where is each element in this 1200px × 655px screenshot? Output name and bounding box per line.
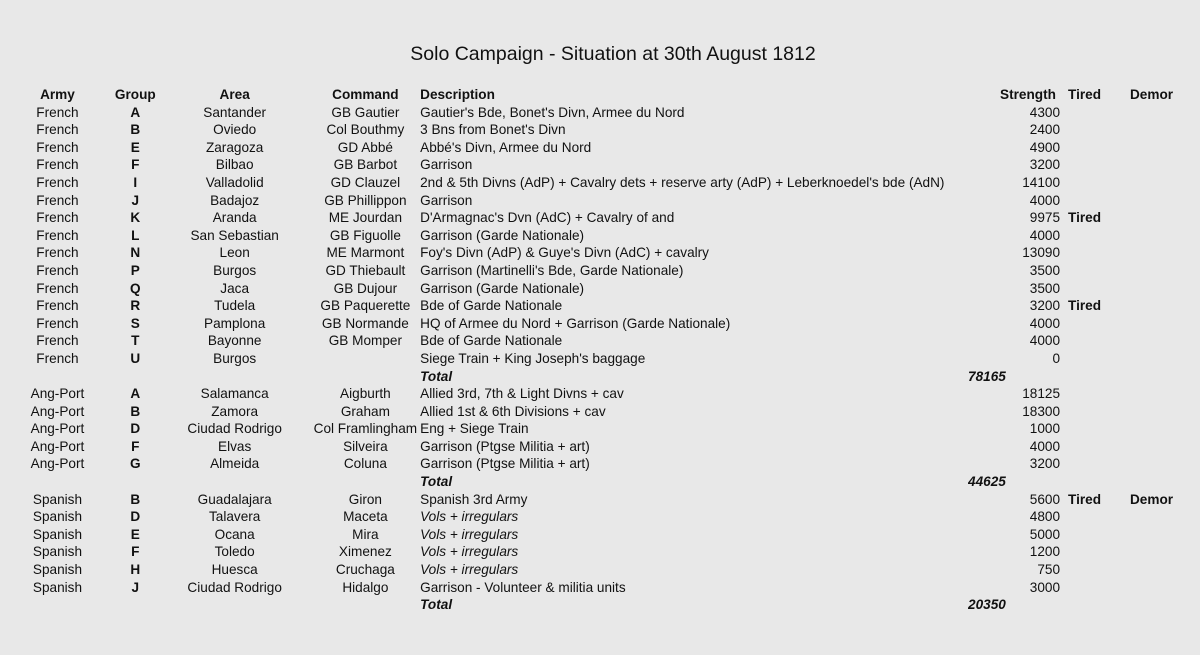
cell-demor — [1128, 315, 1200, 333]
table-row — [0, 491, 1200, 509]
cell-command: Silveira — [343, 438, 388, 454]
cell-demor — [1128, 104, 1200, 122]
table-row — [0, 297, 1200, 315]
cell-area: Pamplona — [204, 315, 266, 331]
cell-strength: 5600 — [1029, 491, 1061, 507]
cell-tired — [1060, 332, 1128, 350]
cell-tired — [1060, 227, 1128, 245]
cell-area: Burgos — [213, 262, 257, 278]
cell-command: GD Thiebault — [325, 262, 406, 278]
header-row — [0, 86, 1200, 104]
cell-demor — [1128, 350, 1200, 368]
cell-description: Total — [420, 368, 453, 384]
cell-command: GD Clauzel — [330, 174, 401, 190]
cell-group: E — [130, 139, 140, 155]
cell-group: A — [130, 386, 141, 402]
cell-strength: 4900 — [1029, 139, 1061, 155]
cell-tired — [1060, 315, 1128, 333]
cell-description: Total — [420, 474, 453, 490]
cell-army: Spanish — [32, 509, 83, 525]
cell-command: Hidalgo — [342, 579, 389, 595]
cell-command: Coluna — [343, 456, 387, 472]
cell-command: Col Bouthmy — [326, 122, 405, 138]
cell-command: GB Phillippon — [324, 192, 407, 208]
cell-demor — [1128, 455, 1200, 473]
cell-group: D — [130, 421, 141, 437]
cell-description: Spanish 3rd Army — [420, 491, 528, 507]
cell-army: French — [36, 210, 79, 226]
cell-army: Spanish — [32, 544, 83, 560]
table-row — [0, 543, 1200, 561]
table-row — [0, 561, 1200, 579]
cell-group: F — [131, 544, 140, 560]
cell-army: French — [36, 262, 79, 278]
cell-command: Graham — [340, 403, 390, 419]
table-row — [0, 280, 1200, 298]
cell-army: French — [36, 245, 79, 261]
table-row — [0, 156, 1200, 174]
header-command: Command — [332, 87, 399, 102]
cell-command: Maceta — [343, 509, 388, 525]
cell-demor — [1128, 156, 1200, 174]
cell-description: D'Armagnac's Dvn (AdC) + Cavalry of and — [420, 210, 675, 226]
cell-army: French — [36, 122, 79, 138]
cell-strength: 78165 — [968, 368, 1006, 384]
cell-description: Garrison (Ptgse Militia + art) — [420, 438, 590, 454]
cell-area: Guadalajara — [197, 491, 272, 507]
cell-demor — [1128, 332, 1200, 350]
cell-demor — [1128, 526, 1200, 544]
cell-strength: 9975 — [1029, 210, 1061, 226]
cell-group: F — [131, 438, 140, 454]
cell-tired — [1060, 526, 1128, 544]
cell-command: Mira — [352, 526, 379, 542]
cell-army: French — [36, 104, 79, 120]
cell-strength: 4800 — [1029, 509, 1061, 525]
cell-command: ME Marmont — [326, 245, 405, 261]
cell-description: Vols + irregulars — [420, 526, 519, 542]
cell-area — [156, 368, 314, 386]
table-row — [0, 174, 1200, 192]
cell-group: E — [130, 526, 140, 542]
cell-command: GD Abbé — [337, 139, 393, 155]
cell-demor — [1128, 192, 1200, 210]
cell-group: N — [130, 245, 141, 261]
cell-tired — [1060, 543, 1128, 561]
cell-description: Garrison - Volunteer & militia units — [420, 579, 626, 595]
cell-tired: Tired — [1068, 298, 1102, 314]
cell-army: French — [36, 227, 79, 243]
cell-strength: 3200 — [1029, 298, 1061, 314]
cell-description: Vols + irregulars — [420, 562, 519, 578]
cell-area: Badajoz — [210, 192, 260, 208]
cell-area: Toledo — [214, 544, 255, 560]
cell-demor — [1128, 438, 1200, 456]
cell-group: I — [133, 174, 138, 190]
cell-tired — [1060, 438, 1128, 456]
cell-command — [314, 368, 418, 386]
cell-strength: 18300 — [1022, 403, 1061, 419]
cell-army: French — [36, 139, 79, 155]
cell-strength: 3000 — [1029, 579, 1061, 595]
cell-area: Tudela — [214, 298, 256, 314]
cell-group: J — [131, 579, 140, 595]
table-row — [0, 350, 1200, 368]
cell-description: Eng + Siege Train — [420, 421, 529, 437]
cell-demor — [1128, 174, 1200, 192]
cell-group: B — [130, 122, 141, 138]
cell-demor — [1128, 368, 1200, 386]
cell-demor — [1128, 121, 1200, 139]
cell-description: Vols + irregulars — [420, 509, 519, 525]
cell-description: Gautier's Bde, Bonet's Divn, Armee du Nord — [420, 104, 685, 120]
cell-group: D — [130, 509, 141, 525]
table-row — [0, 262, 1200, 280]
cell-group: B — [130, 491, 141, 507]
cell-demor — [1128, 420, 1200, 438]
cell-army: French — [36, 333, 79, 349]
cell-strength: 20350 — [968, 597, 1006, 613]
total-row — [0, 368, 1200, 386]
cell-army: Ang-Port — [30, 386, 85, 402]
table-row — [0, 526, 1200, 544]
cell-demor — [1128, 209, 1200, 227]
cell-army: French — [36, 280, 79, 296]
table-row — [0, 139, 1200, 157]
header-strength: Strength — [1000, 87, 1056, 102]
cell-strength: 14100 — [1022, 174, 1061, 190]
cell-tired — [1060, 368, 1128, 386]
cell-description: Siege Train + King Joseph's baggage — [420, 350, 646, 366]
cell-description: Bde of Garde Nationale — [420, 298, 563, 314]
table-row — [0, 121, 1200, 139]
cell-command: GB Momper — [328, 333, 403, 349]
cell-demor — [1128, 543, 1200, 561]
cell-strength: 750 — [1037, 562, 1061, 578]
cell-description: Garrison — [420, 192, 473, 208]
cell-description: Vols + irregulars — [420, 544, 519, 560]
cell-demor — [1128, 508, 1200, 526]
cell-area: Burgos — [213, 350, 257, 366]
cell-area: Almeida — [210, 456, 260, 472]
cell-army: Spanish — [32, 579, 83, 595]
cell-command: Col Framlingham — [313, 421, 418, 437]
cell-tired — [1060, 262, 1128, 280]
cell-description: Garrison (Ptgse Militia + art) — [420, 456, 590, 472]
table-row — [0, 420, 1200, 438]
header-demor: Demor — [1129, 87, 1174, 102]
cell-army: French — [36, 192, 79, 208]
cell-demor — [1128, 262, 1200, 280]
cell-strength: 3200 — [1029, 157, 1061, 173]
cell-demor — [1128, 227, 1200, 245]
cell-group: G — [130, 456, 141, 472]
cell-description: Allied 1st & 6th Divisions + cav — [420, 403, 606, 419]
cell-army: Ang-Port — [30, 421, 85, 437]
cell-group: H — [130, 562, 141, 578]
table-row — [0, 192, 1200, 210]
cell-group: F — [131, 157, 140, 173]
cell-strength: 18125 — [1022, 386, 1061, 402]
cell-area: Leon — [219, 245, 250, 261]
cell-area: Zaragoza — [205, 139, 264, 155]
table-row — [0, 508, 1200, 526]
cell-tired — [1060, 561, 1128, 579]
cell-command — [314, 473, 418, 491]
cell-description: 2nd & 5th Divns (AdP) + Cavalry dets + reserve arty (AdP) + Leberknoedel's bde (AdN) — [420, 174, 945, 190]
cell-area: Jaca — [220, 280, 250, 296]
cell-strength: 2400 — [1029, 122, 1061, 138]
cell-area: San Sebastian — [190, 227, 279, 243]
table-row — [0, 227, 1200, 245]
cell-strength: 1200 — [1029, 544, 1061, 560]
cell-command — [314, 596, 418, 614]
cell-strength: 3500 — [1029, 262, 1061, 278]
cell-area: Ciudad Rodrigo — [187, 579, 282, 595]
cell-description: Garrison — [420, 157, 473, 173]
cell-area: Talavera — [208, 509, 261, 525]
cell-description: 3 Bns from Bonet's Divn — [420, 122, 566, 138]
cell-area: Santander — [203, 104, 267, 120]
cell-army — [0, 368, 115, 386]
header-tired: Tired — [1068, 87, 1102, 102]
cell-area: Elvas — [218, 438, 252, 454]
cell-area: Valladolid — [205, 174, 264, 190]
cell-strength: 1000 — [1029, 421, 1061, 437]
cell-group: S — [130, 315, 140, 331]
table-row — [0, 244, 1200, 262]
cell-demor — [1128, 473, 1200, 491]
cell-tired — [1060, 244, 1128, 262]
table-row — [0, 403, 1200, 421]
cell-command: GB Dujour — [333, 280, 398, 296]
campaign-table — [0, 86, 1200, 614]
cell-area: Ocana — [214, 526, 255, 542]
cell-army — [0, 596, 115, 614]
cell-command — [314, 350, 418, 368]
cell-strength: 3200 — [1029, 456, 1061, 472]
table-row — [0, 332, 1200, 350]
cell-tired — [1060, 104, 1128, 122]
cell-area: Salamanca — [200, 386, 269, 402]
cell-area — [156, 596, 314, 614]
cell-army: French — [36, 315, 79, 331]
cell-area: Bilbao — [215, 157, 254, 173]
cell-demor — [1128, 280, 1200, 298]
cell-demor — [1128, 596, 1200, 614]
cell-army: Ang-Port — [30, 403, 85, 419]
cell-strength: 4000 — [1029, 333, 1061, 349]
cell-army: French — [36, 298, 79, 314]
cell-command: GB Barbot — [333, 157, 398, 173]
cell-area: Aranda — [212, 210, 257, 226]
cell-command: GB Figuolle — [329, 227, 401, 243]
cell-group: R — [130, 298, 141, 314]
table-row — [0, 579, 1200, 597]
cell-army — [0, 473, 115, 491]
cell-group: B — [130, 403, 141, 419]
cell-command: ME Jourdan — [328, 210, 403, 226]
cell-group: A — [130, 104, 141, 120]
cell-command: Giron — [348, 491, 382, 507]
cell-strength: 13090 — [1022, 245, 1061, 261]
cell-description: HQ of Armee du Nord + Garrison (Garde Nationale) — [420, 315, 731, 331]
table-row — [0, 385, 1200, 403]
cell-army: Ang-Port — [30, 456, 85, 472]
cell-area — [156, 473, 314, 491]
header-army: Army — [40, 87, 75, 102]
cell-strength: 4000 — [1029, 315, 1061, 331]
cell-army: French — [36, 157, 79, 173]
cell-demor — [1128, 139, 1200, 157]
cell-tired — [1060, 280, 1128, 298]
cell-demor — [1128, 297, 1200, 315]
total-row — [0, 596, 1200, 614]
cell-strength: 44625 — [968, 474, 1006, 490]
cell-group: U — [130, 350, 141, 366]
cell-command: GB Paquerette — [320, 298, 411, 314]
cell-group: P — [130, 262, 140, 278]
cell-strength: 4300 — [1029, 104, 1061, 120]
cell-tired — [1060, 579, 1128, 597]
table-row — [0, 455, 1200, 473]
header-area: Area — [219, 87, 250, 102]
cell-demor — [1128, 385, 1200, 403]
cell-strength: 0 — [1052, 350, 1061, 366]
table-row — [0, 209, 1200, 227]
cell-demor: Demor — [1129, 491, 1174, 507]
table-row — [0, 104, 1200, 122]
cell-tired — [1060, 174, 1128, 192]
cell-army: Spanish — [32, 526, 83, 542]
cell-area: Huesca — [211, 562, 258, 578]
cell-command: Cruchaga — [335, 562, 395, 578]
cell-group: L — [131, 227, 140, 243]
cell-strength: 4000 — [1029, 438, 1061, 454]
cell-tired — [1060, 403, 1128, 421]
cell-description: Abbé's Divn, Armee du Nord — [420, 139, 592, 155]
cell-strength: 5000 — [1029, 526, 1061, 542]
cell-army: French — [36, 350, 79, 366]
cell-tired — [1060, 156, 1128, 174]
cell-group: J — [131, 192, 140, 208]
cell-group: T — [131, 333, 140, 349]
cell-description: Total — [420, 597, 453, 613]
cell-tired — [1060, 121, 1128, 139]
cell-command: Aigburth — [340, 386, 391, 402]
cell-tired — [1060, 508, 1128, 526]
cell-area: Bayonne — [207, 333, 262, 349]
cell-area: Oviedo — [213, 122, 257, 138]
cell-description: Bde of Garde Nationale — [420, 333, 563, 349]
cell-tired — [1060, 350, 1128, 368]
cell-area: Ciudad Rodrigo — [187, 421, 282, 437]
cell-description: Foy's Divn (AdP) & Guye's Divn (AdC) + cavalry — [420, 245, 709, 261]
cell-group — [115, 596, 156, 614]
table-row — [0, 315, 1200, 333]
total-row — [0, 473, 1200, 491]
cell-strength: 4000 — [1029, 227, 1061, 243]
cell-description: Garrison (Garde Nationale) — [420, 280, 585, 296]
cell-tired — [1060, 192, 1128, 210]
cell-command: GB Gautier — [331, 104, 400, 120]
cell-tired — [1060, 139, 1128, 157]
cell-tired — [1060, 385, 1128, 403]
table-row — [0, 438, 1200, 456]
cell-strength: 3500 — [1029, 280, 1061, 296]
cell-strength: 4000 — [1029, 192, 1061, 208]
cell-tired — [1060, 473, 1128, 491]
cell-tired: Tired — [1068, 210, 1102, 226]
cell-description: Garrison (Martinelli's Bde, Garde Nationale) — [420, 262, 684, 278]
cell-army: Spanish — [32, 491, 83, 507]
cell-army: French — [36, 174, 79, 190]
cell-demor — [1128, 244, 1200, 262]
cell-demor — [1128, 579, 1200, 597]
cell-group — [115, 473, 156, 491]
cell-tired — [1060, 596, 1128, 614]
cell-demor — [1128, 403, 1200, 421]
cell-group: Q — [130, 280, 141, 296]
cell-demor — [1128, 561, 1200, 579]
cell-group: K — [130, 210, 141, 226]
cell-description: Garrison (Garde Nationale) — [420, 227, 585, 243]
cell-description: Allied 3rd, 7th & Light Divns + cav — [420, 386, 624, 402]
cell-tired — [1060, 455, 1128, 473]
cell-army: Ang-Port — [30, 438, 85, 454]
header-group: Group — [114, 87, 156, 102]
page-title: Solo Campaign - Situation at 30th August 1812 — [410, 43, 816, 65]
cell-tired: Tired — [1068, 491, 1102, 507]
cell-command: Ximenez — [338, 544, 392, 560]
header-description: Description — [420, 87, 495, 102]
cell-command: GB Normande — [321, 315, 409, 331]
cell-area: Zamora — [211, 403, 259, 419]
cell-group — [115, 368, 156, 386]
cell-army: Spanish — [32, 562, 83, 578]
cell-tired — [1060, 420, 1128, 438]
